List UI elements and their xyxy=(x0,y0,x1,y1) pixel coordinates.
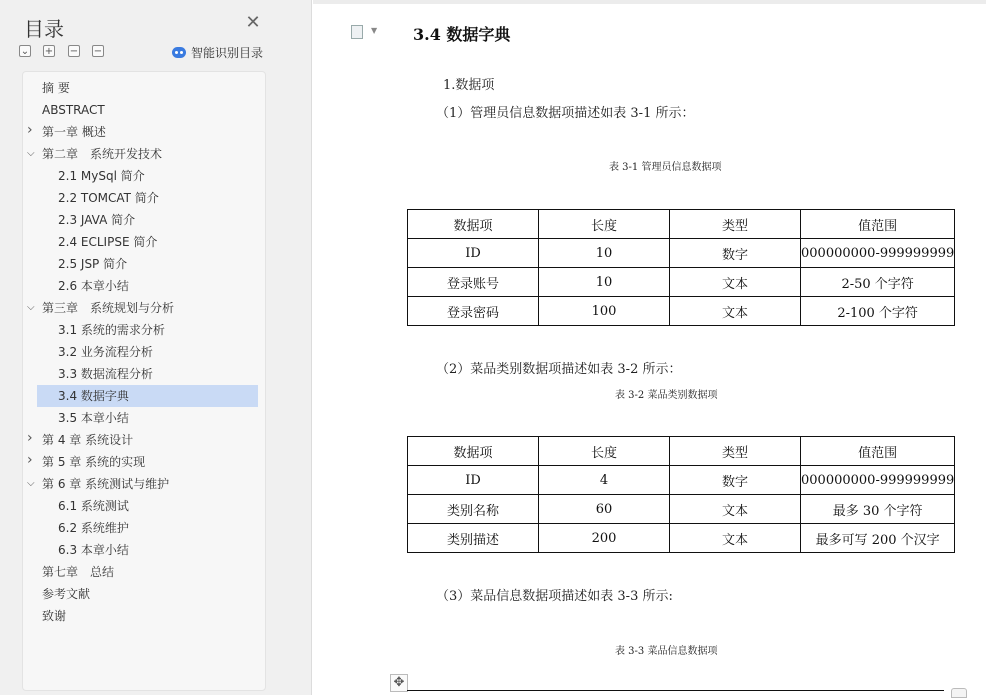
toc-item[interactable] xyxy=(23,275,263,297)
toc-item-label: 2.3 JAVA 简介 xyxy=(58,213,136,227)
paragraph: 1.数据项 xyxy=(443,78,495,93)
table-cell: 10 xyxy=(539,239,670,268)
toc-item-label: ABSTRACT xyxy=(42,103,105,117)
chevron-down-icon[interactable]: ⌵ xyxy=(27,148,35,159)
toc-item[interactable] xyxy=(23,231,263,253)
paragraph: （2）菜品类别数据项描述如表 3-2 所示： xyxy=(436,362,682,377)
smart-toc-button[interactable] xyxy=(172,44,263,61)
toc-item-label: 3.2 业务流程分析 xyxy=(58,345,153,359)
table-cell: ID xyxy=(408,239,539,268)
toc-item[interactable] xyxy=(23,363,263,385)
table-cell: 文本 xyxy=(670,297,801,326)
toc-item[interactable] xyxy=(23,77,263,99)
table-cell: 类别描述 xyxy=(408,524,539,553)
section-heading: 3.4 数据字典 xyxy=(413,25,511,44)
toc-item-label: 2.2 TOMCAT 简介 xyxy=(58,191,159,205)
table-header-row xyxy=(408,210,955,239)
table-row xyxy=(408,268,955,297)
table-caption: 表 3-3 菜品信息数据项 xyxy=(615,646,718,657)
table-cell: 000000000-999999999 xyxy=(801,466,955,495)
toc-item[interactable] xyxy=(23,143,263,165)
toc-item[interactable] xyxy=(23,495,263,517)
table-header-cell: 数据项 xyxy=(408,437,539,466)
toc-item[interactable] xyxy=(23,539,263,561)
toc-item-label: 2.6 本章小结 xyxy=(58,279,129,293)
table-header-cell: 类型 xyxy=(670,210,801,239)
table-row xyxy=(408,297,955,326)
table-cell: 60 xyxy=(539,495,670,524)
table-cell: 登录密码 xyxy=(408,297,539,326)
toc-item[interactable] xyxy=(23,429,263,451)
collapse-icon[interactable]: ⌄ xyxy=(20,46,30,57)
toc-item-label: 2.5 JSP 简介 xyxy=(58,257,128,271)
table-cell: 最多 30 个字符 xyxy=(801,495,955,524)
chevron-right-icon[interactable]: › xyxy=(27,452,33,468)
toc-item-label: 摘 要 xyxy=(42,81,70,95)
chevron-down-icon[interactable]: ⌵ xyxy=(27,302,35,313)
ai-icon xyxy=(172,47,186,58)
toc-item-label: 参考文献 xyxy=(42,587,91,601)
table-header-row xyxy=(408,437,955,466)
table-header-cell: 值范围 xyxy=(801,210,955,239)
table-cell: 200 xyxy=(539,524,670,553)
table-header-cell: 长度 xyxy=(539,210,670,239)
chevron-down-icon[interactable]: ⌵ xyxy=(27,478,35,489)
data-table-1 xyxy=(407,209,955,326)
toc-item-label: 第 6 章 系统测试与维护 xyxy=(42,477,170,491)
table-header-cell: 数据项 xyxy=(408,210,539,239)
table-row xyxy=(408,239,955,268)
table-cell: 100 xyxy=(539,297,670,326)
toc-item[interactable] xyxy=(23,165,263,187)
table-row xyxy=(408,495,955,524)
table-row xyxy=(408,466,955,495)
toc-item-label: 6.1 系统测试 xyxy=(58,499,129,513)
smart-toc-label: 智能识别目录 xyxy=(191,46,264,60)
toc-item[interactable] xyxy=(23,517,263,539)
table-cell: 登录账号 xyxy=(408,268,539,297)
table-header-cell: 长度 xyxy=(539,437,670,466)
paragraph: （3）菜品信息数据项描述如表 3-3 所示: xyxy=(436,589,673,604)
document-icon[interactable] xyxy=(351,25,363,39)
table-cell: 4 xyxy=(539,466,670,495)
table-cell: 文本 xyxy=(670,524,801,553)
toc-item[interactable] xyxy=(23,583,263,605)
toc-item[interactable] xyxy=(23,99,263,121)
toc-item[interactable] xyxy=(23,605,263,627)
toc-item[interactable] xyxy=(23,341,263,363)
sidebar-title: 目录 xyxy=(24,17,64,41)
toc-item-label: 3.1 系统的需求分析 xyxy=(58,323,165,337)
toc-item[interactable] xyxy=(23,451,263,473)
toc-item-label: 6.3 本章小结 xyxy=(58,543,129,557)
scrollbar[interactable] xyxy=(951,688,967,698)
toc-item-label: 第二章 系统开发技术 xyxy=(42,147,163,161)
table-cell: 数字 xyxy=(670,466,801,495)
toc-item[interactable] xyxy=(23,121,263,143)
minus-icon[interactable]: − xyxy=(93,46,103,57)
table-cell: ID xyxy=(408,466,539,495)
toc-item[interactable] xyxy=(23,209,263,231)
chevron-down-icon[interactable]: ▼ xyxy=(371,26,378,35)
table-cell: 类别名称 xyxy=(408,495,539,524)
table-cell: 2-100 个字符 xyxy=(801,297,955,326)
toc-item[interactable] xyxy=(23,407,263,429)
toc-sidebar xyxy=(0,0,312,695)
table-header-cell: 类型 xyxy=(670,437,801,466)
toc-item[interactable] xyxy=(23,319,263,341)
toc-item[interactable] xyxy=(23,561,263,583)
table-header-cell: 值范围 xyxy=(801,437,955,466)
toc-item[interactable] xyxy=(37,385,258,407)
close-icon[interactable]: ✕ xyxy=(245,12,261,33)
chevron-right-icon[interactable]: › xyxy=(27,122,33,138)
toc-item-label: 第 5 章 系统的实现 xyxy=(42,455,146,469)
toc-list xyxy=(22,71,266,691)
toc-item[interactable] xyxy=(23,297,263,319)
collapse-all-icon[interactable]: − xyxy=(69,46,79,57)
expand-all-icon[interactable]: + xyxy=(44,46,54,57)
table-caption: 表 3-2 菜品类别数据项 xyxy=(615,390,718,401)
toc-item-label: 2.1 MySql 简介 xyxy=(58,169,145,183)
paragraph: （1）管理员信息数据项描述如表 3-1 所示： xyxy=(436,106,695,121)
toc-item-label: 3.3 数据流程分析 xyxy=(58,367,153,381)
table-top-border xyxy=(407,690,944,696)
toc-item-label: 致谢 xyxy=(42,609,67,623)
chevron-right-icon[interactable]: › xyxy=(27,430,33,446)
toc-item-label: 第一章 概述 xyxy=(42,125,106,139)
document-area xyxy=(313,0,986,695)
toc-item-label: 6.2 系统维护 xyxy=(58,521,129,535)
toc-item-label: 第七章 总结 xyxy=(42,565,115,579)
table-move-icon[interactable]: ✥ xyxy=(390,674,408,692)
toolbar-divider xyxy=(313,0,986,4)
table-cell: 2-50 个字符 xyxy=(801,268,955,297)
toc-item[interactable] xyxy=(23,473,263,495)
toc-item-label: 第 4 章 系统设计 xyxy=(42,433,134,447)
table-caption: 表 3-1 管理员信息数据项 xyxy=(609,162,722,173)
table-cell: 数字 xyxy=(670,239,801,268)
toc-item-label: 3.4 数据字典 xyxy=(58,389,129,403)
toc-item-label: 2.4 ECLIPSE 简介 xyxy=(58,235,158,249)
toc-item-label: 第三章 系统规划与分析 xyxy=(42,301,175,315)
table-cell: 000000000-999999999 xyxy=(801,239,955,268)
table-cell: 文本 xyxy=(670,268,801,297)
toc-item[interactable] xyxy=(23,253,263,275)
data-table-2 xyxy=(407,436,955,553)
table-cell: 文本 xyxy=(670,495,801,524)
table-row xyxy=(408,524,955,553)
toc-item-label: 3.5 本章小结 xyxy=(58,411,129,425)
toc-item[interactable] xyxy=(23,187,263,209)
table-cell: 10 xyxy=(539,268,670,297)
table-cell: 最多可写 200 个汉字 xyxy=(801,524,955,553)
